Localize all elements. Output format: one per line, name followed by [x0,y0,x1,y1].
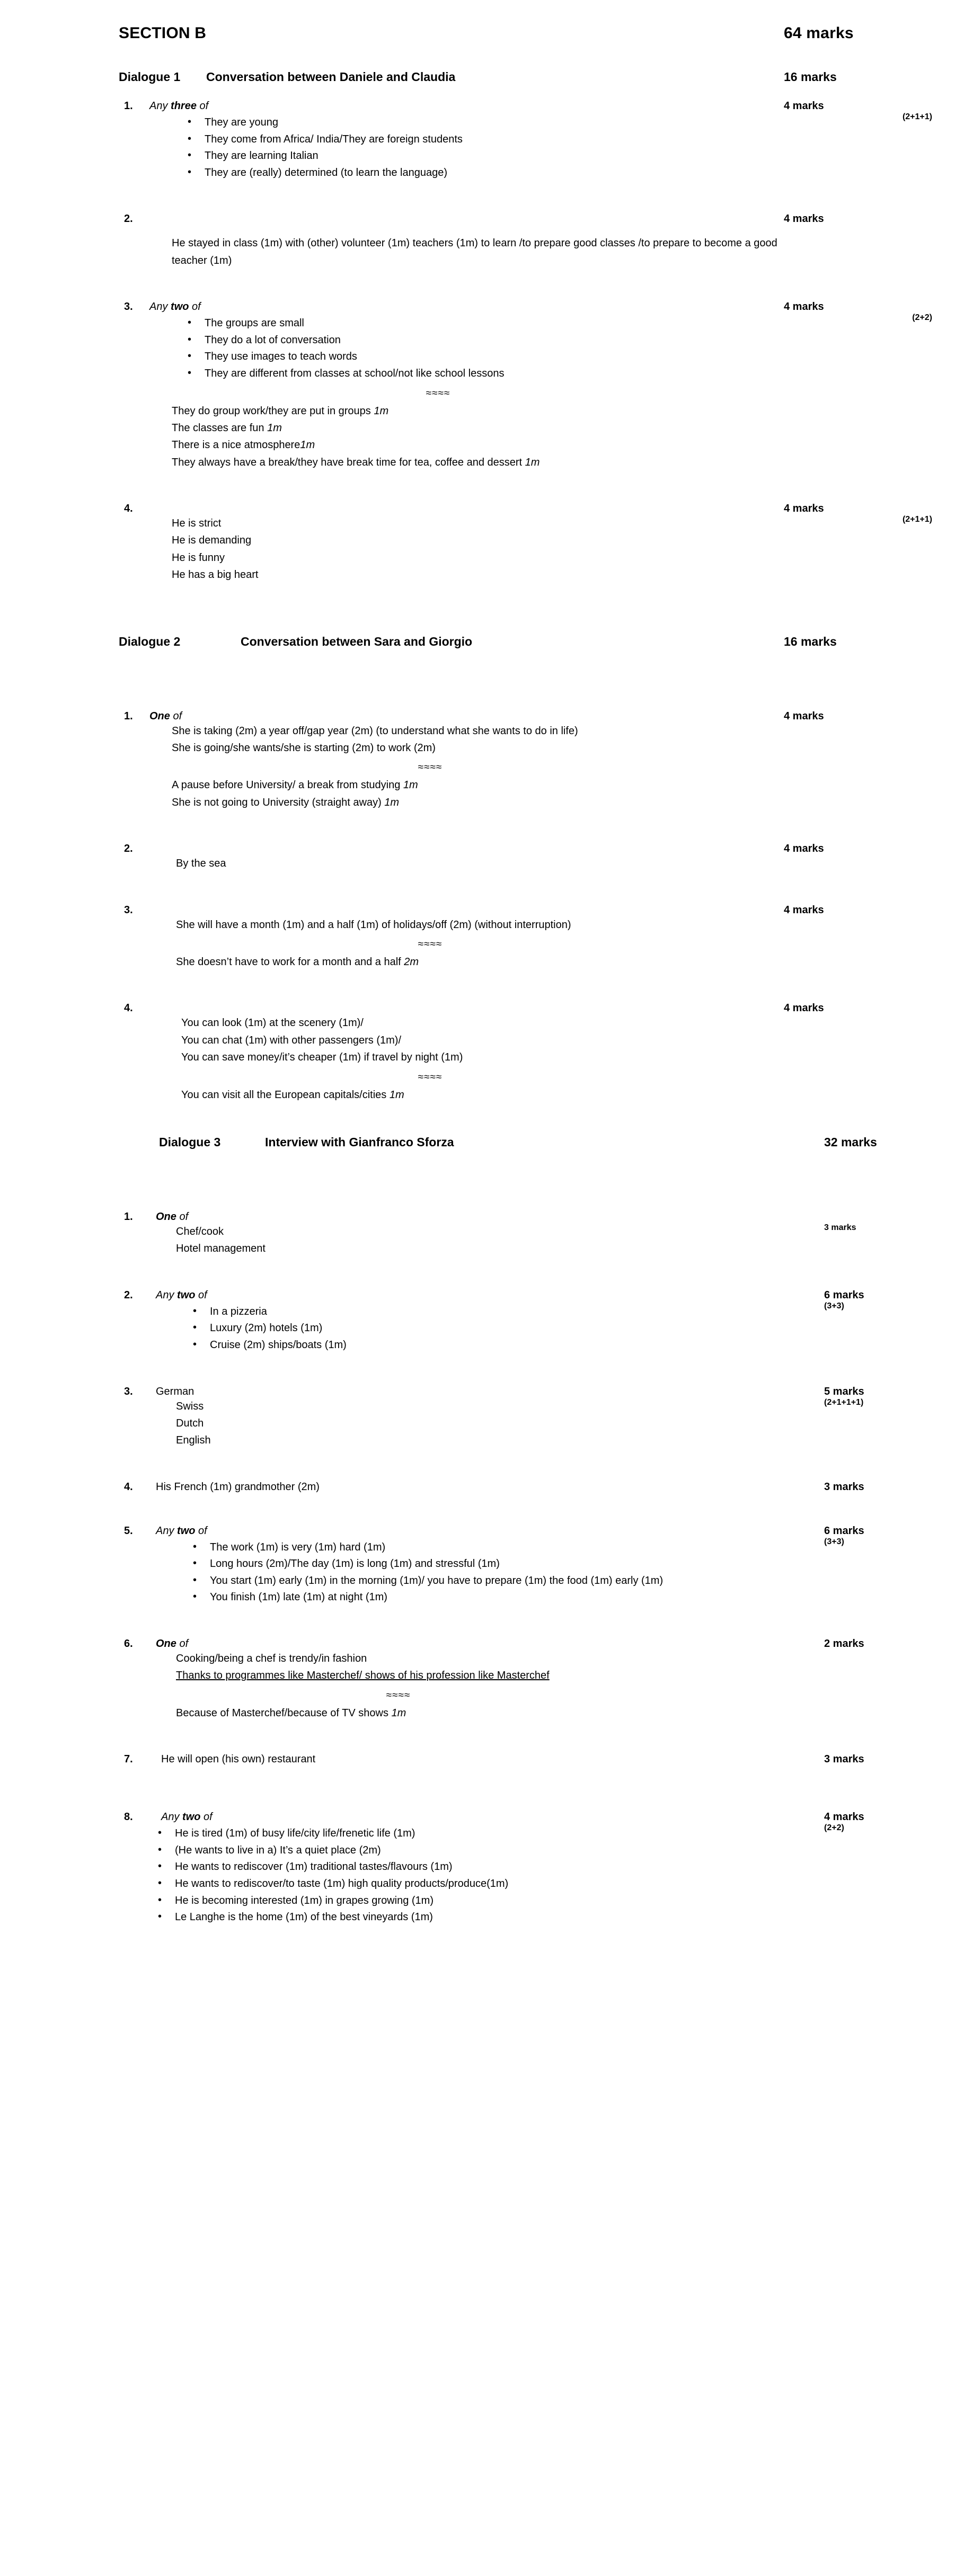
answer-line: Dutch [176,1417,204,1429]
stem-emphasis: two [177,1289,196,1301]
answer-bullet-list [119,114,903,181]
dialogue-1-title: Conversation between Daniele and Claudia [206,70,456,84]
question-number: 3. [124,1385,133,1397]
question-body [119,1398,932,1449]
answer-line: He is strict [172,518,222,530]
list-item: • They are young [183,114,903,131]
alternative-answers [119,1705,932,1722]
question-marks: 4 marks [784,710,824,722]
answer-text: She doesn’t have to work for a month and a half [176,956,404,968]
stem-suffix: of [176,1638,189,1650]
answer-lines [119,1223,824,1258]
question-marks-breakdown: (2+1+1+1) [824,1397,864,1407]
question-stem: His French (1m) grandmother (2m) [156,1481,320,1493]
alternative-answers [119,777,932,811]
question-marks: 4 marks [784,503,824,515]
question-marks-breakdown: (3+3) [824,1301,844,1311]
question-block [119,503,932,584]
dialogue-2-marks: 16 marks [784,634,837,648]
answer-line: He has a big heart [172,569,259,581]
list-item: • He wants to rediscover/to taste (1m) high quality products/produce(1m) [154,1876,824,1893]
question-number: 5. [124,1525,133,1537]
stem-emphasis: two [171,301,189,313]
list-item: • You finish (1m) late (1m) at night (1m) [189,1589,788,1606]
answer-mark-value: 1m [267,422,282,434]
question-marks-breakdown: (2+1+1) [902,112,932,121]
stem-suffix: of [189,301,201,313]
stem-suffix: of [170,710,182,722]
stem-suffix: of [195,1525,207,1537]
list-item: • Cruise (2m) ships/boats (1m) [189,1337,824,1354]
question-marks: 6 marks [824,1525,864,1537]
alternative-answers [119,1086,932,1103]
dialogue-3-label: Dialogue 3 [159,1135,221,1149]
question-block [119,213,932,269]
answer-mark-value: 1m [389,1089,404,1101]
question-stem [156,1211,824,1223]
list-item: • Long hours (2m)/The day (1m) is long (1m) and stressful (1m) [189,1556,788,1573]
list-item: • They come from Africa/ India/They are foreign students [183,131,903,148]
question-number: 6. [124,1638,133,1650]
question-body [119,1537,932,1606]
question-number: 8. [124,1811,133,1823]
stem-emphasis: two [182,1811,201,1823]
answer-bullet-list [119,1304,824,1354]
answer-lines [119,1398,824,1449]
question-block [119,1211,932,1258]
answer-line [172,794,932,811]
question-block [119,100,932,181]
question-body [119,1302,932,1354]
answer-line: She is going/she wants/she is starting (2m) to work (2m) [172,742,436,754]
answer-text: They always have a break/they have break time for tea, coffee and dessert [172,456,525,468]
question-number: 1. [124,1210,133,1223]
answer-text: You can visit all the European capitals/cities [181,1089,390,1101]
question-block [119,1525,932,1606]
question-stem [156,1525,824,1537]
answer-line: She will have a month (1m) and a half (1m) of holidays/off (2m) (without interruption) [176,919,571,931]
stem-emphasis: One [149,710,170,722]
stem-prefix: Any [156,1525,178,1537]
answer-text: She is not going to University (straight away) [172,796,385,808]
answer-lines [119,1650,932,1684]
question-marks: 3 marks [824,1753,864,1766]
stem-prefix: Any [149,301,171,313]
list-item: • They are different from classes at school/not like school lessons [183,366,912,382]
answer-line [172,420,932,436]
question-stem [149,301,784,313]
question-stem: He will open (his own) restaurant [161,1753,316,1766]
question-block [119,301,932,471]
dialogue-2-header [119,635,932,649]
answer-line: English [176,1434,211,1447]
question-number: 2. [124,1289,133,1301]
question-marks-breakdown: (2+2) [824,1823,844,1833]
alternatives-separator: ≈≈≈≈ [418,1071,443,1083]
question-block [119,1753,932,1766]
question-block [119,1002,932,1103]
answer-line: Swiss [176,1400,204,1412]
question-marks: 4 marks [784,1002,824,1014]
question-number: 4. [124,503,133,515]
answer-bullet-list [119,1825,824,1926]
answer-line: She is taking (2m) a year off/gap year (2m) (to understand what she wants to do in life) [172,725,578,737]
question-marks: 4 marks [784,213,824,225]
list-item: • They use images to teach words [183,349,912,366]
question-marks: 4 marks [784,904,824,916]
stem-prefix: Any [149,100,171,112]
question-marks: 4 marks [784,100,824,112]
answer-line: Cooking/being a chef is trendy/in fashion [176,1653,367,1665]
question-stem [149,100,784,112]
dialogue-2-title: Conversation between Sara and Giorgio [241,634,473,648]
list-item: • They do a lot of conversation [183,332,912,349]
stem-emphasis: three [171,100,197,112]
answer-lines [119,855,932,872]
question-number: 3. [124,301,133,313]
answer-line: You can look (1m) at the scenery (1m)/ [181,1017,364,1029]
question-marks: 3 marks [824,1481,864,1493]
answer-mark-value: 1m [300,439,315,451]
list-item: • He is tired (1m) of busy life/city life/frenetic life (1m) [154,1825,824,1842]
stem-emphasis: two [177,1525,196,1537]
question-number: 3. [124,904,133,916]
list-item: • (He wants to live in a) It’s a quiet place (2m) [154,1842,824,1859]
question-number: 4. [124,1481,133,1493]
question-block [119,904,932,971]
answer-line [172,454,932,471]
question-stem [156,1811,824,1823]
question-stem [156,1289,824,1302]
alternatives-separator: ≈≈≈≈ [426,387,450,399]
question-number: 4. [124,1002,133,1014]
question-block [119,843,932,872]
question-marks: 4 marks [784,843,824,855]
answer-text: A pause before University/ a break from studying [172,779,403,791]
answer-line: Chef/cook [176,1225,224,1237]
answer-text: There is a nice atmosphere [172,439,300,451]
question-number: 2. [124,213,133,225]
stem-emphasis: One [156,1638,176,1650]
dialogue-3-marks: 32 marks [824,1135,877,1149]
question-block [119,1481,932,1493]
answer-line: He is demanding [172,534,252,547]
stem-suffix: of [196,100,209,112]
question-marks: 3 marks [824,1223,856,1232]
stem-prefix: Any [156,1289,178,1301]
question-body [119,313,932,382]
question-body [119,1823,932,1926]
stem-suffix: of [200,1811,213,1823]
stem-suffix: of [176,1210,189,1223]
dialogue-2-label: Dialogue 2 [119,634,181,648]
question-marks-breakdown: (3+3) [824,1537,844,1546]
stem-suffix: of [195,1289,207,1301]
list-item: • In a pizzeria [189,1304,824,1321]
question-stem: German [156,1385,194,1397]
answer-line [172,777,932,794]
question-block [119,1811,932,1926]
dialogue-3-header [159,1135,932,1149]
question-marks-breakdown: (2+1+1) [902,515,932,524]
answer-bullet-list [119,1539,788,1606]
section-title: SECTION B [119,24,207,42]
question-number: 7. [124,1753,133,1766]
list-item: • They are learning Italian [183,148,903,165]
answer-text: They do group work/they are put in groups [172,405,374,417]
question-marks-breakdown: (2+2) [912,313,932,323]
alternative-answers [119,403,932,471]
list-item: • He is becoming interested (1m) in grapes growing (1m) [154,1893,824,1910]
question-number: 2. [124,843,133,855]
dialogue-1-marks: 16 marks [784,70,837,84]
list-item: • They are (really) determined (to learn the language) [183,165,903,182]
list-item: • He wants to rediscover (1m) traditional tastes/flavours (1m) [154,1859,824,1876]
question-number: 1. [124,100,133,112]
answer-lines [119,1014,932,1066]
list-item: • You start (1m) early (1m) in the morning (1m)/ you have to prepare (1m) the food (1m) early (1m) [189,1573,788,1590]
answer-mark-value: 1m [384,796,400,808]
question-marks: 2 marks [824,1638,864,1650]
dialogue-1-label: Dialogue 1 [119,70,181,84]
alternatives-separator: ≈≈≈≈ [418,762,443,773]
question-marks: 4 marks [824,1811,864,1823]
list-item: • The groups are small [183,315,912,332]
question-marks: 5 marks [824,1385,864,1397]
answer-line [172,403,932,420]
section-header [119,24,932,42]
answer-line: He is funny [172,551,225,564]
question-body [119,515,932,584]
list-item: • Le Langhe is the home (1m) of the best vineyards (1m) [154,1909,824,1926]
answer-line: Hotel management [176,1243,266,1255]
list-item: • The work (1m) is very (1m) hard (1m) [189,1539,788,1556]
answer-mark-value: 1m [374,405,389,417]
answer-lines [119,916,653,933]
answer-line [176,953,932,970]
question-body [119,112,932,181]
question-block [119,1386,932,1449]
section-marks: 64 marks [784,24,854,42]
answer-line [176,1705,932,1722]
alternatives-separator: ≈≈≈≈ [418,939,443,950]
answer-line: By the sea [176,858,226,870]
answer-text: The classes are fun [172,422,268,434]
answer-lines [119,723,932,757]
answer-text: Because of Masterchef/because of TV shows [176,1707,392,1719]
answer-lines [119,515,903,584]
alternatives-separator: ≈≈≈≈ [386,1689,411,1701]
question-body [119,1223,932,1258]
answer-line [181,1086,932,1103]
stem-emphasis: One [156,1210,176,1223]
answer-line-underlined [176,1667,932,1684]
question-block [119,1289,932,1354]
question-marks: 6 marks [824,1289,864,1301]
list-item: • Luxury (2m) hotels (1m) [189,1320,824,1337]
answer-line [172,436,932,453]
question-stem [156,1638,824,1650]
dialogue-3-title: Interview with Gianfranco Sforza [265,1135,454,1149]
question-block [119,1638,932,1722]
dialogue-1-header [119,70,932,84]
stem-prefix: Any [161,1811,183,1823]
answer-mark-value: 2m [404,956,419,968]
answer-text-underlined: Thanks to programmes like Masterchef/ shows of his profession like Masterchef [176,1670,550,1682]
question-number: 1. [124,710,133,722]
answer-line: He stayed in class (1m) with (other) volunteer (1m) teachers (1m) to learn /to prepare good classes /to prepare to become a good teacher (1m) [172,237,777,266]
answer-line: You can chat (1m) with other passengers (1m)/ [181,1034,402,1046]
question-marks: 4 marks [784,301,824,313]
alternative-answers [119,953,932,970]
answer-line: You can save money/it’s cheaper (1m) if travel by night (1m) [181,1051,463,1064]
answer-mark-value: 1m [403,779,418,791]
answer-mark-value: 1m [525,456,540,468]
question-block [119,710,932,812]
question-stem [149,710,784,723]
answer-mark-value: 1m [391,1707,406,1719]
answer-bullet-list [119,315,912,382]
